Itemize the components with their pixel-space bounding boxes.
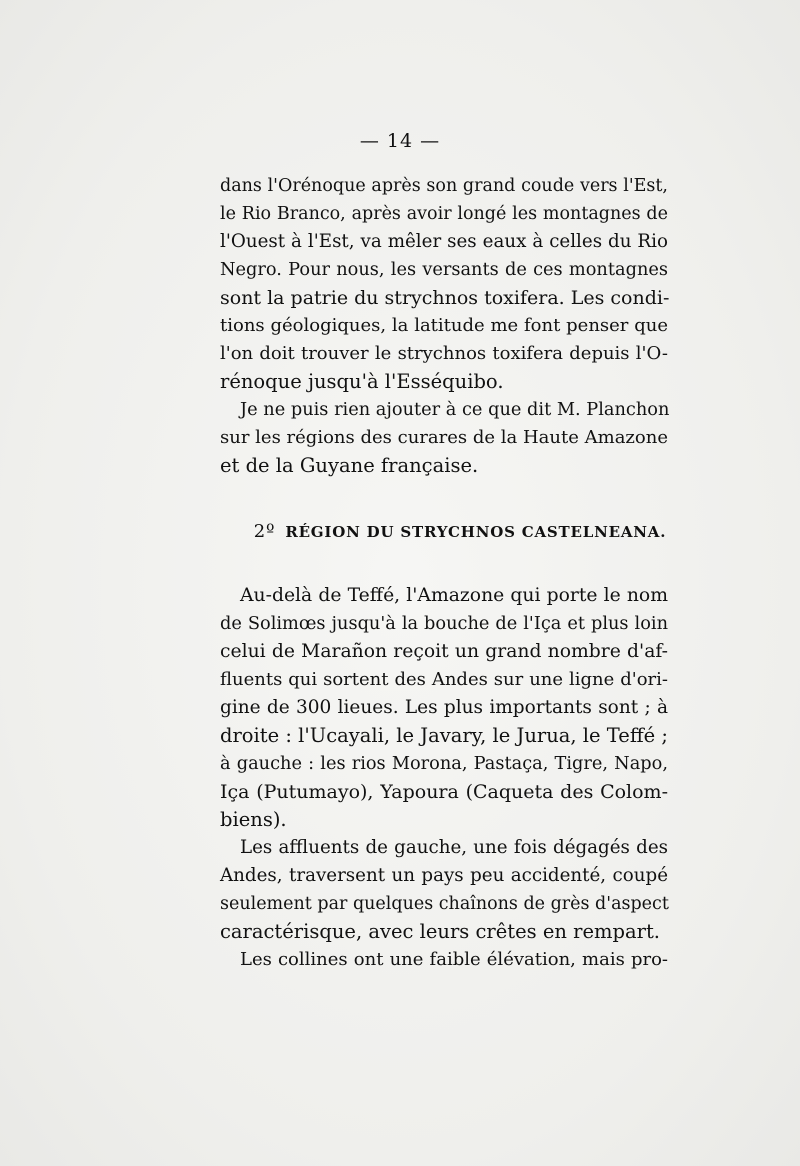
- text-line: à gauche : les rios Morona, Pastaça, Tigre, Napo,: [220, 754, 668, 774]
- text-line: Au-delà de Teffé, l'Amazone qui porte le nom: [240, 585, 668, 606]
- text-line: le Rio Branco, après avoir longé les montagnes de: [220, 204, 668, 224]
- text-line: rénoque jusqu'à l'Esséquibo.: [220, 370, 504, 393]
- text-line: Negro. Pour nous, les versants de ces montagnes: [220, 260, 668, 280]
- text-line: biens).: [220, 808, 287, 831]
- section-title: RÉGION DU STRYCHNOS CASTELNEANA.: [285, 523, 667, 541]
- text-line: fluents qui sortent des Andes sur une ligne d'ori-: [220, 669, 668, 690]
- text-line: l'on doit trouver le strychnos toxifera depuis l'O-: [220, 343, 668, 364]
- page-number: — 14 —: [359, 130, 441, 152]
- text-line: Les collines ont une faible élévation, mais pro-: [240, 949, 668, 970]
- text-line: Andes, traversent un pays peu accidenté, coupé: [220, 865, 668, 886]
- text-line: tions géologiques, la latitude me font penser que: [220, 315, 668, 336]
- text-line: gine de 300 lieues. Les plus importants sont ; à: [220, 697, 668, 718]
- text-line: Les affluents de gauche, une fois dégagés des: [240, 837, 668, 858]
- text-line: sont la patrie du strychnos toxifera. Les condi-: [220, 287, 670, 309]
- text-line: Je ne puis rien ajouter à ce que dit M. Planchon: [240, 400, 670, 420]
- text-line: Iça (Putumayo), Yapoura (Caqueta des Colom-: [220, 781, 668, 803]
- text-line: seulement par quelques chaînons de grès d'aspect: [220, 894, 669, 914]
- text-line: de Solimœs jusqu'à la bouche de l'Iça et plus loin: [220, 614, 668, 634]
- text-line: sur les régions des curares de la Haute Amazone: [220, 427, 668, 448]
- text-line: et de la Guyane française.: [220, 454, 479, 477]
- text-line: dans l'Orénoque après son grand coude vers l'Est,: [220, 176, 668, 196]
- text-line: caractérisque, avec leurs crêtes en rempart.: [220, 920, 660, 943]
- text-line: celui de Marañon reçoit un grand nombre d'af-: [220, 641, 668, 662]
- section-heading: [0, 521, 800, 542]
- text-line: l'Ouest à l'Est, va mêler ses eaux à celles du Rio: [220, 231, 668, 252]
- text-line: droite : l'Ucayali, le Javary, le Jurua, le Teffé ;: [220, 724, 668, 747]
- section-number: 2º: [253, 521, 276, 542]
